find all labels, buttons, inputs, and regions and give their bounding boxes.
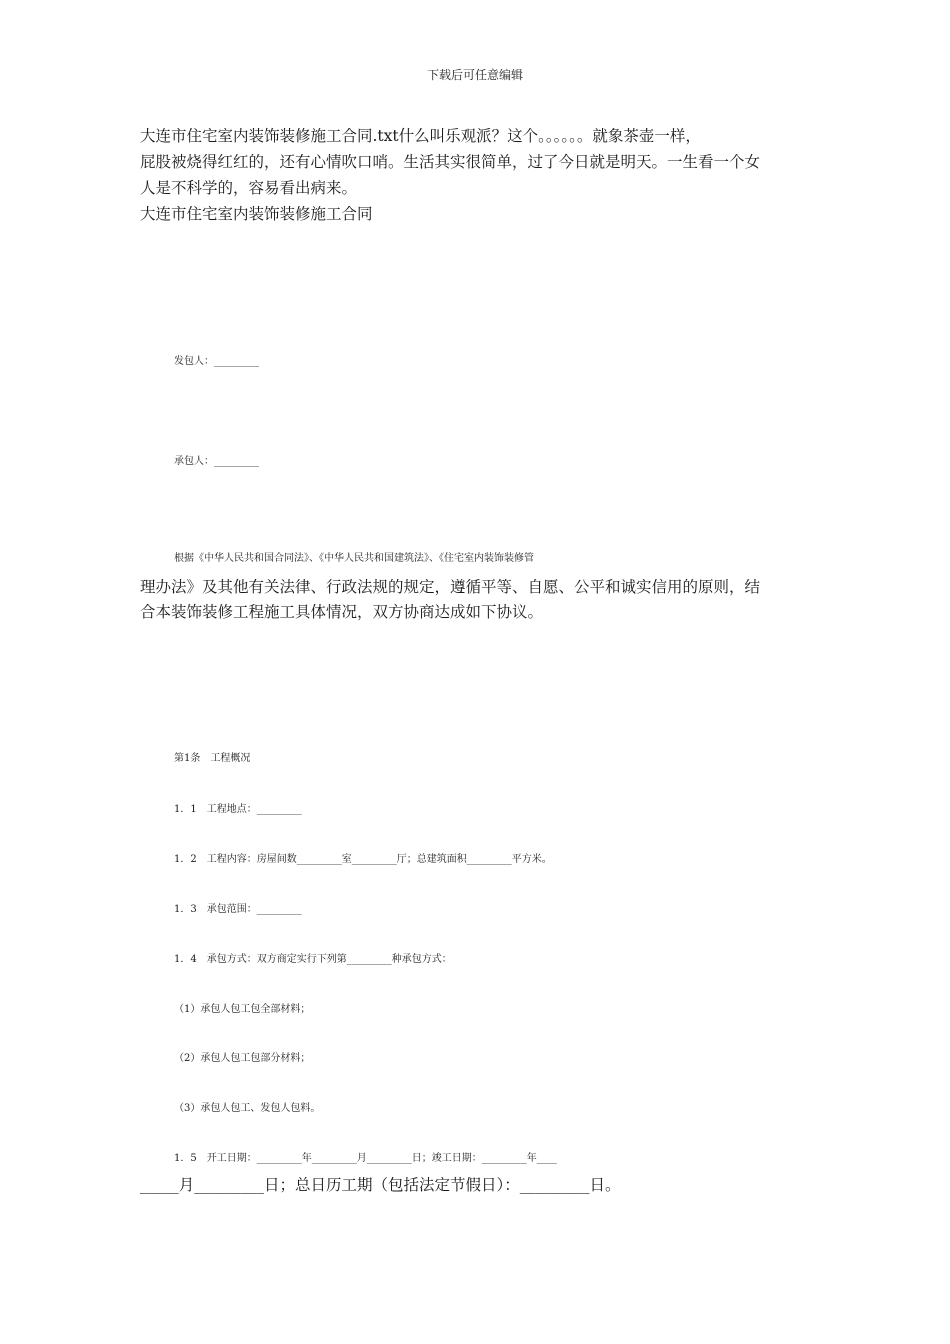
employer-field: 发包人：_________ — [174, 356, 259, 367]
preamble-line-2: 理办法》及其他有关法律、行政法规的规定，遵循平等、自愿、公平和诚实信用的原则，结 — [140, 578, 761, 596]
article-1-heading: 第1条 工程概况 — [174, 753, 251, 764]
preamble-line-1: 根据《中华人民共和国合同法》、《中华人民共和国建筑法》、《住宅室内装饰装修管 — [174, 553, 534, 564]
clause-1-1: 1．1 工程地点：_________ — [174, 804, 302, 815]
clause-1-3: 1．3 承包范围：_________ — [174, 904, 302, 915]
preamble-line-3: 合本装饰装修工程施工具体情况，双方协商达成如下协议。 — [140, 603, 544, 621]
clause-1-4: 1．4 承包方式：双方商定实行下列第_________种承包方式： — [174, 954, 452, 965]
intro-line-2: 屁股被烧得红红的，还有心情吹口哨。生活其实很简单，过了今日就是明天。一生看一个女 — [140, 153, 761, 171]
option-2: （2）承包人包工包部分材料； — [174, 1053, 311, 1064]
document-title: 大连市住宅室内装饰装修施工合同 — [140, 205, 373, 223]
clause-1-2: 1．2 工程内容：房屋间数_________室_________厅；总建筑面积_________平方米。 — [174, 854, 552, 865]
option-3: （3）承包人包工、发包人包料。 — [174, 1103, 321, 1114]
page-header: 下载后可任意编辑 — [426, 68, 523, 82]
intro-line-3: 人是不科学的，容易看出病来。 — [140, 179, 358, 197]
option-1: （1）承包人包工包全部材料； — [174, 1004, 311, 1015]
intro-line-1: 大连市住宅室内装饰装修施工合同.txt什么叫乐观派？这个。。。。。。就象茶壶一样， — [140, 127, 701, 145]
contractor-field: 承包人：_________ — [174, 456, 259, 467]
clause-1-5-line-1: 1．5 开工日期：_________年_________月_________日；竣工日期：_________年____ — [174, 1153, 557, 1164]
clause-1-5-line-2: _____月_________日；总日历工期（包括法定节假日）：_________日。 — [140, 1176, 621, 1194]
